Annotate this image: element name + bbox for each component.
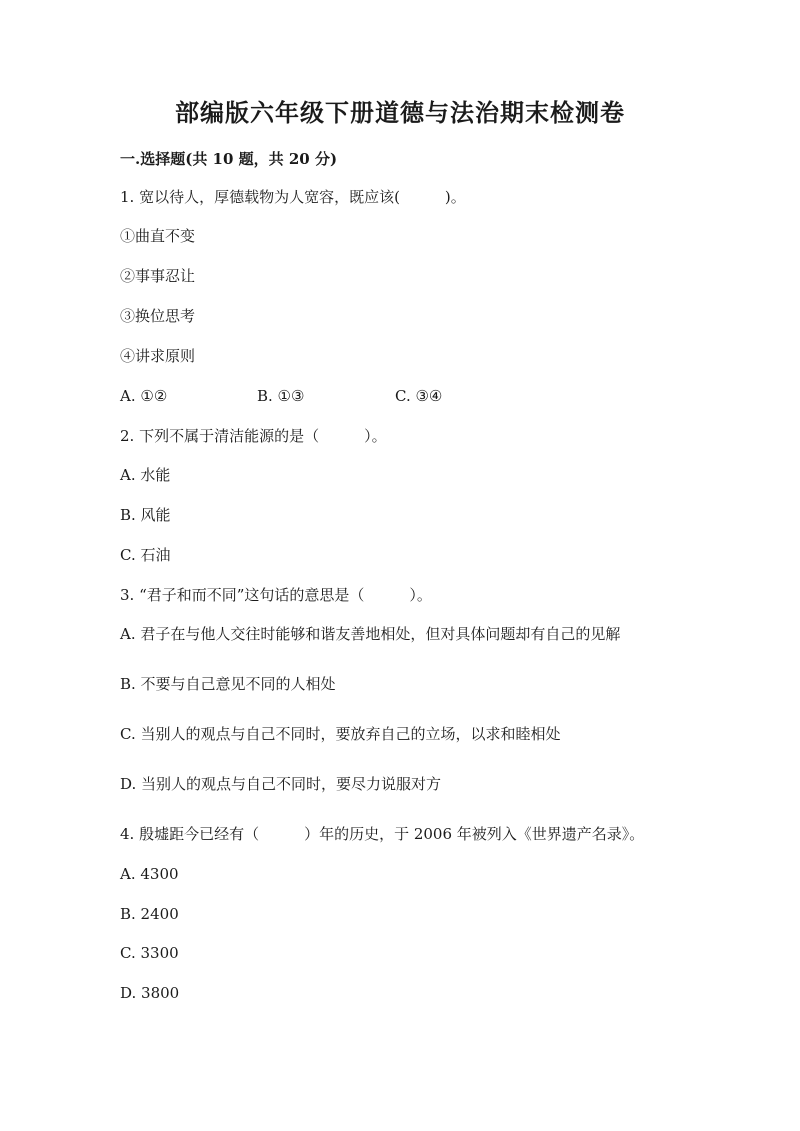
question-3-stem: 3. “君子和而不同”这句话的意思是（ ）。: [120, 586, 432, 604]
question-1-item-3: ③换位思考: [120, 307, 196, 325]
question-1-item-4: ④讲求原则: [120, 347, 196, 365]
question-2-stem: 2. 下列不属于清洁能源的是（ ）。: [120, 427, 387, 445]
question-3-option-b: B. 不要与自己意见不同的人相处: [120, 675, 336, 693]
question-1-option-b: B. ①③: [257, 387, 305, 405]
section-heading: 一.选择题(共 10 题，共 20 分): [120, 150, 338, 168]
question-1-stem: 1. 宽以待人，厚德载物为人宽容，既应该( )。: [120, 188, 466, 206]
question-4-option-a: A. 4300: [120, 865, 179, 883]
question-3-option-c: C. 当别人的观点与自己不同时，要放弃自己的立场，以求和睦相处: [120, 725, 561, 743]
question-4-option-b: B. 2400: [120, 905, 179, 923]
question-4-stem: 4. 殷墟距今已经有（ ）年的历史，于 2006 年被列入《世界遗产名录》。: [120, 825, 645, 843]
question-4-option-d: D. 3800: [120, 984, 180, 1002]
page-title: 部编版六年级下册道德与法治期末检测卷: [175, 98, 625, 127]
question-2-option-c: C. 石油: [120, 546, 171, 564]
question-1-item-1: ①曲直不变: [120, 227, 196, 245]
question-3-option-a: A. 君子在与他人交往时能够和谐友善地相处，但对具体问题却有自己的见解: [120, 625, 621, 643]
question-2-option-b: B. 风能: [120, 506, 171, 524]
question-4-option-c: C. 3300: [120, 944, 179, 962]
question-3-option-d: D. 当别人的观点与自己不同时，要尽力说服对方: [120, 775, 442, 793]
question-1-option-c: C. ③④: [395, 387, 443, 405]
question-1-item-2: ②事事忍让: [120, 267, 196, 285]
question-1-option-a: A. ①②: [120, 387, 168, 405]
question-2-option-a: A. 水能: [120, 466, 171, 484]
